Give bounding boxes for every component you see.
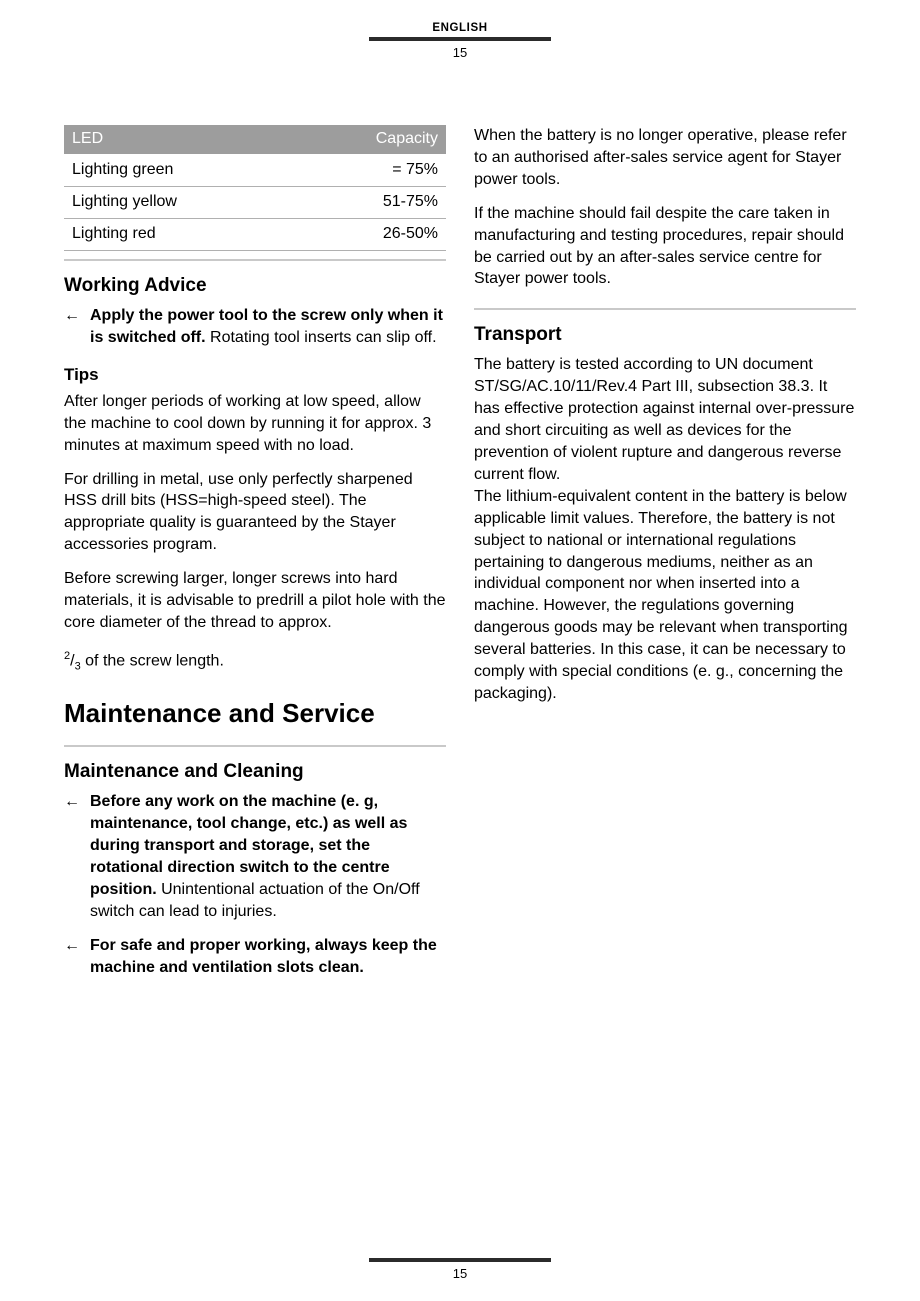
tips-fraction-line: $^2/_3$ of the screw length. [64, 649, 224, 673]
footer-page-number: 15 [452, 1266, 468, 1281]
heading-tips: Tips [64, 364, 99, 384]
arrow-bullet-icon: ← [64, 307, 80, 324]
tips-paragraph-3: Before screwing larger, longer screws into hard materials, it is advisable to predrill a pilot hole with the core diameter of the thread to approx. [64, 570, 446, 631]
transport-paragraph-1: The battery is tested according to UN document ST/SG/AC.10/11/Rev.4 Part III, subsection 38.3. It has effective protection against internal over-pressure and short circuiting as well as devices for the prevention of violent rupture and dangerous reverse current flow. [474, 356, 855, 483]
header-page-number: 15 [452, 45, 468, 60]
table-cell-led: Lighting red [64, 219, 296, 251]
left-column [64, 125, 446, 991]
header-language-title: ENGLISH [432, 22, 488, 34]
warning-bold-text: Before any work on the machine (e. g, maintenance, tool change, etc.) as well as during transport and storage, set the rotational direction switch to the centre position. [90, 793, 408, 899]
heading-maintenance-and-cleaning: Maintenance and Cleaning [64, 761, 304, 783]
arrow-bullet-icon: ← [64, 936, 80, 954]
heading-maintenance-and-service: Maintenance and Service [64, 698, 375, 729]
table-cell-capacity: 51-75% [296, 187, 446, 219]
page-footer [0, 1258, 920, 1281]
header-rule [369, 37, 551, 41]
warning-rest-text: Unintentional actuation of the On/Off switch can lead to injuries. [90, 881, 420, 920]
table-row [64, 219, 446, 251]
table-cell-capacity: = 75% [296, 154, 446, 187]
fraction-tail-text: of the screw length. [80, 652, 224, 670]
table-row [64, 154, 446, 187]
tips-paragraph-2: For drilling in metal, use only perfectly sharpened HSS drill bits (HSS=high-speed steel). The appropriate quality is guaranteed by the Stayer accessories program. [64, 470, 413, 554]
page-header [0, 22, 920, 60]
fraction-numerator: 2 [64, 649, 71, 662]
led-capacity-table [64, 125, 446, 251]
arrow-bullet-icon: ← [64, 793, 80, 811]
warning-keep-clean [64, 935, 446, 979]
table-cell-led: Lighting yellow [64, 187, 296, 219]
warning-apply-tool [64, 305, 446, 349]
right-paragraph-1: When the battery is no longer operative, please refer to an authorised after-sales service agent for Stayer power tools. [474, 127, 847, 188]
tips-paragraph-1: After longer periods of working at low speed, allow the machine to cool down by running it for approx. 3 minutes at maximum speed with no load. [64, 392, 432, 454]
table-header-row [64, 125, 446, 154]
heading-working-advice: Working Advice [64, 275, 207, 296]
heading-transport: Transport [474, 324, 562, 346]
table-header-led: LED [64, 125, 296, 154]
section-divider [64, 745, 446, 747]
right-paragraph-2: If the machine should fail despite the care taken in manufacturing and testing procedures, repair should be carried out by an after-sales service centre for Stayer power tools. [474, 204, 844, 288]
table-cell-led: Lighting green [64, 154, 296, 187]
warning-before-any-work [64, 791, 446, 922]
warning-bold-text: For safe and proper working, always keep the machine and ventilation slots clean. [90, 936, 437, 976]
table-row [64, 187, 446, 219]
fraction-denominator: 3 [74, 660, 81, 673]
table-header-capacity: Capacity [296, 125, 446, 154]
right-column [474, 125, 856, 717]
warning-rest-text: Rotating tool inserts can slip off. [205, 328, 437, 346]
footer-rule [369, 1258, 551, 1262]
warning-bold-text: Apply the power tool to the screw only when it is switched off. [90, 307, 443, 346]
transport-paragraph-2: The lithium-equivalent content in the battery is below applicable limit values. Therefore, the battery is not subject to national or international regulations pertaining to dangerous mediums, neither as an individual component nor when inserted into a machine. However, the regulations governing dangerous goods may be relevant when transporting several batteries. In this case, it can be necessary to comply with special conditions (e. g., concerning the packaging). [474, 487, 848, 702]
section-divider [474, 308, 856, 310]
table-cell-capacity: 26-50% [296, 219, 446, 251]
section-divider [64, 259, 446, 261]
